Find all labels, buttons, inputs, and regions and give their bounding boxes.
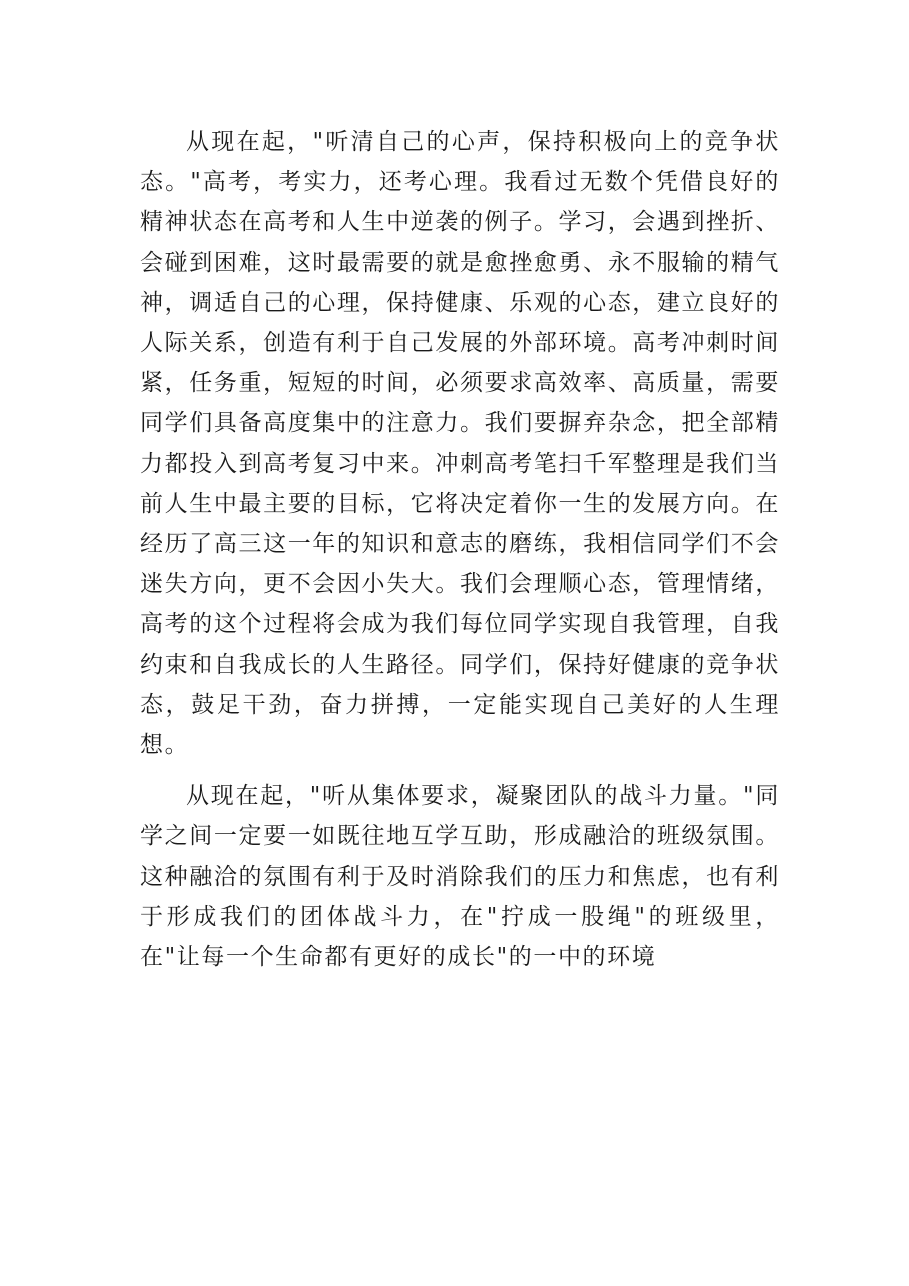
document-body	[140, 122, 780, 977]
paragraph-1: 从现在起，"听清自己的心声，保持积极向上的竞争状态。"高考，考实力，还考心理。我看过无数个凭借良好的精神状态在高考和人生中逆袭的例子。学习，会遇到挫折、会碰到困难，这时最需要的就是愈挫愈勇、永不服输的精气神，调适自己的心理，保持健康、乐观的心态，建立良好的人际关系，创造有利于自己发展的外部环境。高考冲刺时间紧，任务重，短短的时间，必须要求高效率、高质量，需要同学们具备高度集中的注意力。我们要摒弃杂念，把全部精力都投入到高考复习中来。冲刺高考笔扫千军整理是我们当前人生中最主要的目标，它将决定着你一生的发展方向。在经历了高三这一年的知识和意志的磨练，我相信同学们不会迷失方向，更不会因小失大。我们会理顺心态，管理情绪，高考的这个过程将会成为我们每位同学实现自我管理，自我约束和自我成长的人生路径。同学们，保持好健康的竞争状态，鼓足干劲，奋力拼搏，一定能实现自己美好的人生理想。	[140, 129, 780, 759]
paragraph-2: 从现在起，"听从集体要求，凝聚团队的战斗力量。"同学之间一定要一如既往地互学互助，形成融洽的班级氛围。这种融洽的氛围有利于及时消除我们的压力和焦虑，也有利于形成我们的团体战斗力，在"拧成一股绳"的班级里，在"让每一个生命都有更好的成长"的一中的环境	[140, 783, 780, 971]
